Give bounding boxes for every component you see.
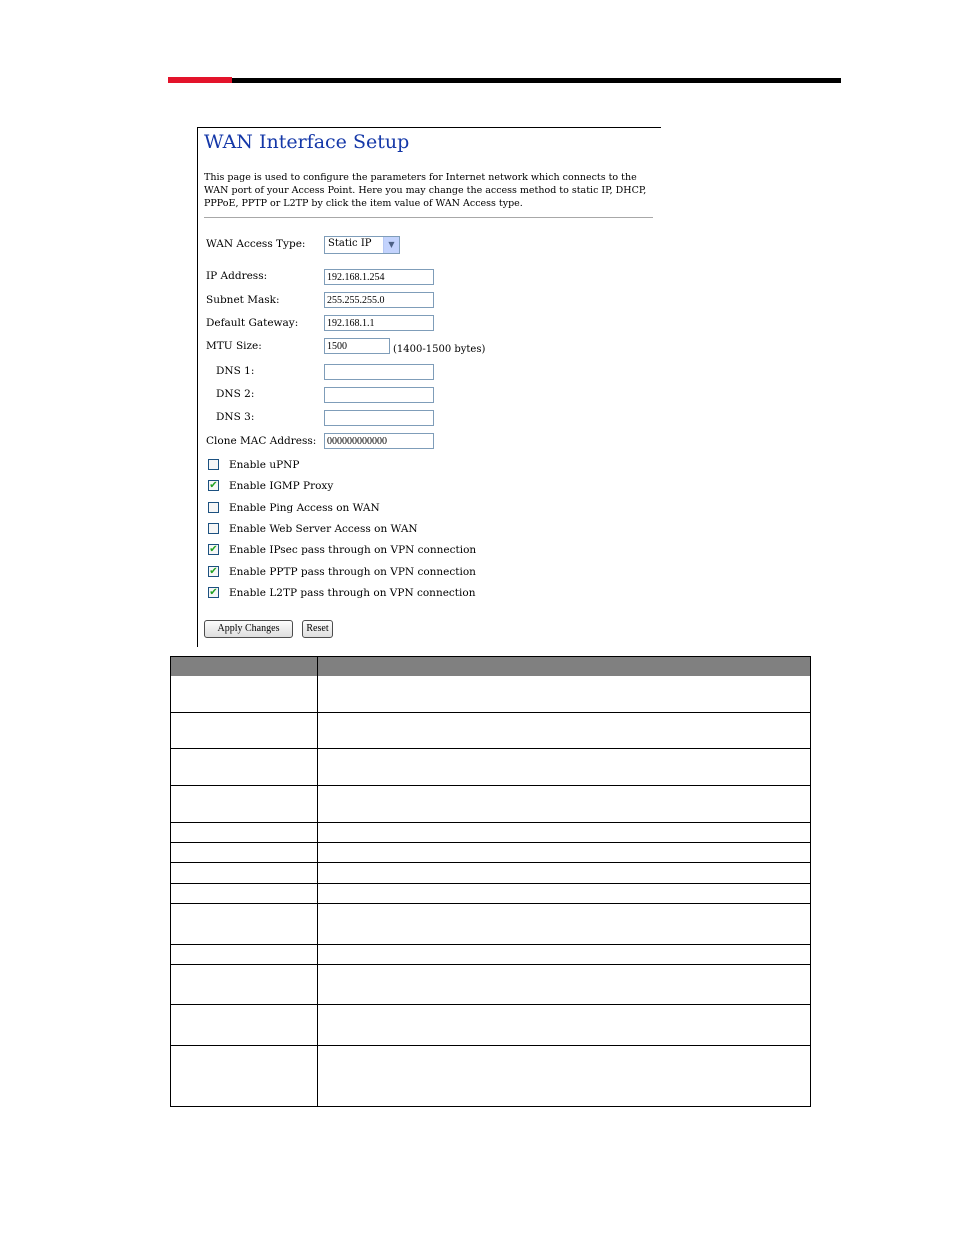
reset-button[interactable]: Reset <box>302 620 333 638</box>
apply-changes-button[interactable]: Apply Changes <box>204 620 293 638</box>
chevron-down-icon[interactable]: ▼ <box>383 237 399 253</box>
wan-setup-screenshot <box>197 127 661 647</box>
ipsec-passthrough-label: Enable IPsec pass through on VPN connection <box>229 544 477 556</box>
default-gateway-label: Default Gateway: <box>206 317 299 329</box>
mtu-size-field[interactable]: 1500 <box>324 338 390 354</box>
ping-access-checkbox[interactable] <box>208 502 219 513</box>
header-rule-black <box>232 78 841 83</box>
web-server-access-checkbox[interactable] <box>208 523 219 534</box>
clone-mac-field[interactable]: 000000000000 <box>324 433 434 449</box>
dns1-field[interactable] <box>324 364 434 380</box>
ping-access-label: Enable Ping Access on WAN <box>229 502 380 514</box>
mtu-size-hint: (1400-1500 bytes) <box>393 344 486 355</box>
dns1-label: DNS 1: <box>216 365 255 377</box>
upnp-label: Enable uPNP <box>229 459 300 471</box>
dns3-label: DNS 3: <box>216 411 255 423</box>
subnet-mask-field[interactable]: 255.255.255.0 <box>324 292 434 308</box>
l2tp-passthrough-label: Enable L2TP pass through on VPN connection <box>229 587 476 599</box>
dns2-field[interactable] <box>324 387 434 403</box>
access-type-label: WAN Access Type: <box>206 238 306 250</box>
panel-top-border <box>197 127 661 128</box>
ip-address-label: IP Address: <box>206 270 268 282</box>
panel-left-border <box>197 127 198 647</box>
ip-address-field[interactable]: 192.168.1.254 <box>324 269 434 285</box>
clone-mac-label: Clone MAC Address: <box>206 435 317 447</box>
pptp-passthrough-label: Enable PPTP pass through on VPN connection <box>229 566 476 578</box>
igmp-proxy-checkbox[interactable]: ✔ <box>209 480 218 491</box>
upnp-checkbox[interactable] <box>208 459 219 470</box>
pptp-passthrough-checkbox[interactable]: ✔ <box>209 566 218 577</box>
page-description: This page is used to configure the parameters for Internet network which connects to the WAN port of your Access Point. Here you may change the access method to static IP, DHCP, PPPoE, PPTP or L2TP by click the item value of WAN Access type. <box>204 172 647 209</box>
web-server-access-label: Enable Web Server Access on WAN <box>229 523 418 535</box>
page-title: WAN Interface Setup <box>204 131 410 153</box>
description-divider <box>204 217 653 218</box>
access-type-select[interactable] <box>324 236 400 254</box>
access-type-value: Static IP <box>328 238 372 249</box>
default-gateway-field[interactable]: 192.168.1.1 <box>324 315 434 331</box>
header-rule-red <box>168 77 232 83</box>
ipsec-passthrough-checkbox[interactable]: ✔ <box>209 544 218 555</box>
dns3-field[interactable] <box>324 410 434 426</box>
l2tp-passthrough-checkbox[interactable]: ✔ <box>209 587 218 598</box>
igmp-proxy-label: Enable IGMP Proxy <box>229 480 334 492</box>
dns2-label: DNS 2: <box>216 388 255 400</box>
mtu-size-label: MTU Size: <box>206 340 262 352</box>
table-frame <box>170 656 811 1107</box>
description-table <box>170 656 811 1107</box>
subnet-mask-label: Subnet Mask: <box>206 294 280 306</box>
